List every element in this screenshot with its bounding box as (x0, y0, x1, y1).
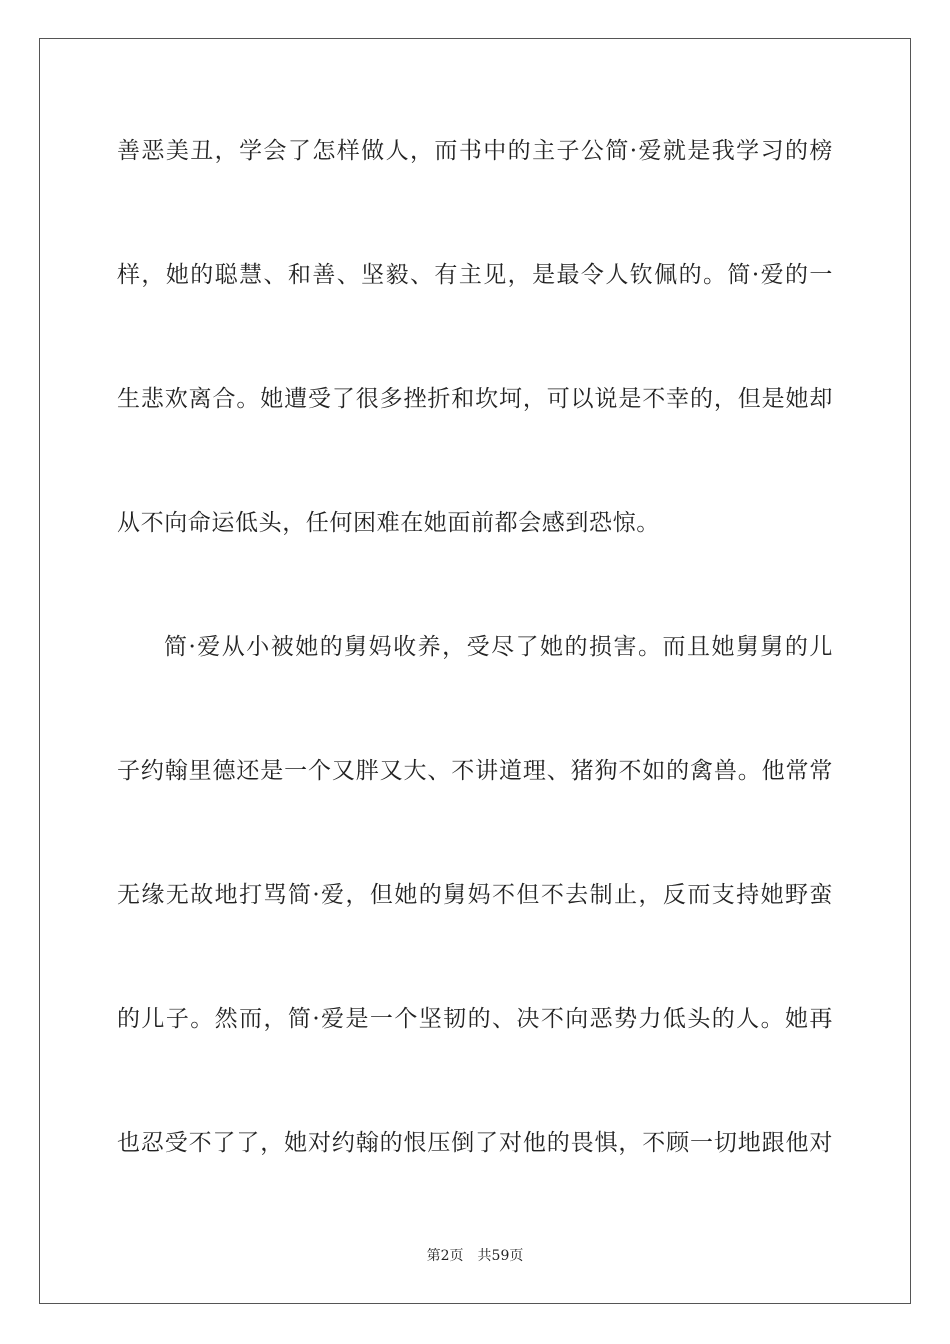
text-line-4: 从不向命运低头，任何困难在她面前都会感到恐惊。 (117, 510, 660, 536)
text-line-8: 的儿子。然而，简·爱是一个坚韧的、决不向恶势力低头的人。她再 (117, 1006, 833, 1032)
text-line-5: 简·爱从小被她的舅妈收养，受尽了她的损害。而且她舅舅的儿 (164, 634, 833, 660)
text-line-9: 也忍受不了了，她对约翰的恨压倒了对他的畏惧，不顾一切地跟他对 (117, 1130, 833, 1156)
text-line-3: 生悲欢离合。她遭受了很多挫折和坎坷，可以说是不幸的，但是她却 (117, 386, 833, 412)
text-line-6: 子约翰里德还是一个又胖又大、不讲道理、猪狗不如的禽兽。他常常 (117, 758, 833, 784)
text-line-2: 样，她的聪慧、和善、坚毅、有主见，是最令人钦佩的。简·爱的一 (117, 262, 833, 288)
page-total: 共59页 (477, 1248, 524, 1264)
page-footer (0, 1247, 950, 1265)
page-number: 第2页 (426, 1248, 464, 1264)
text-line-7: 无缘无故地打骂简·爱，但她的舅妈不但不去制止，反而支持她野蛮 (117, 882, 833, 908)
page-border (39, 38, 911, 1304)
text-line-1: 善恶美丑，学会了怎样做人，而书中的主子公简·爱就是我学习的榜 (117, 138, 833, 164)
